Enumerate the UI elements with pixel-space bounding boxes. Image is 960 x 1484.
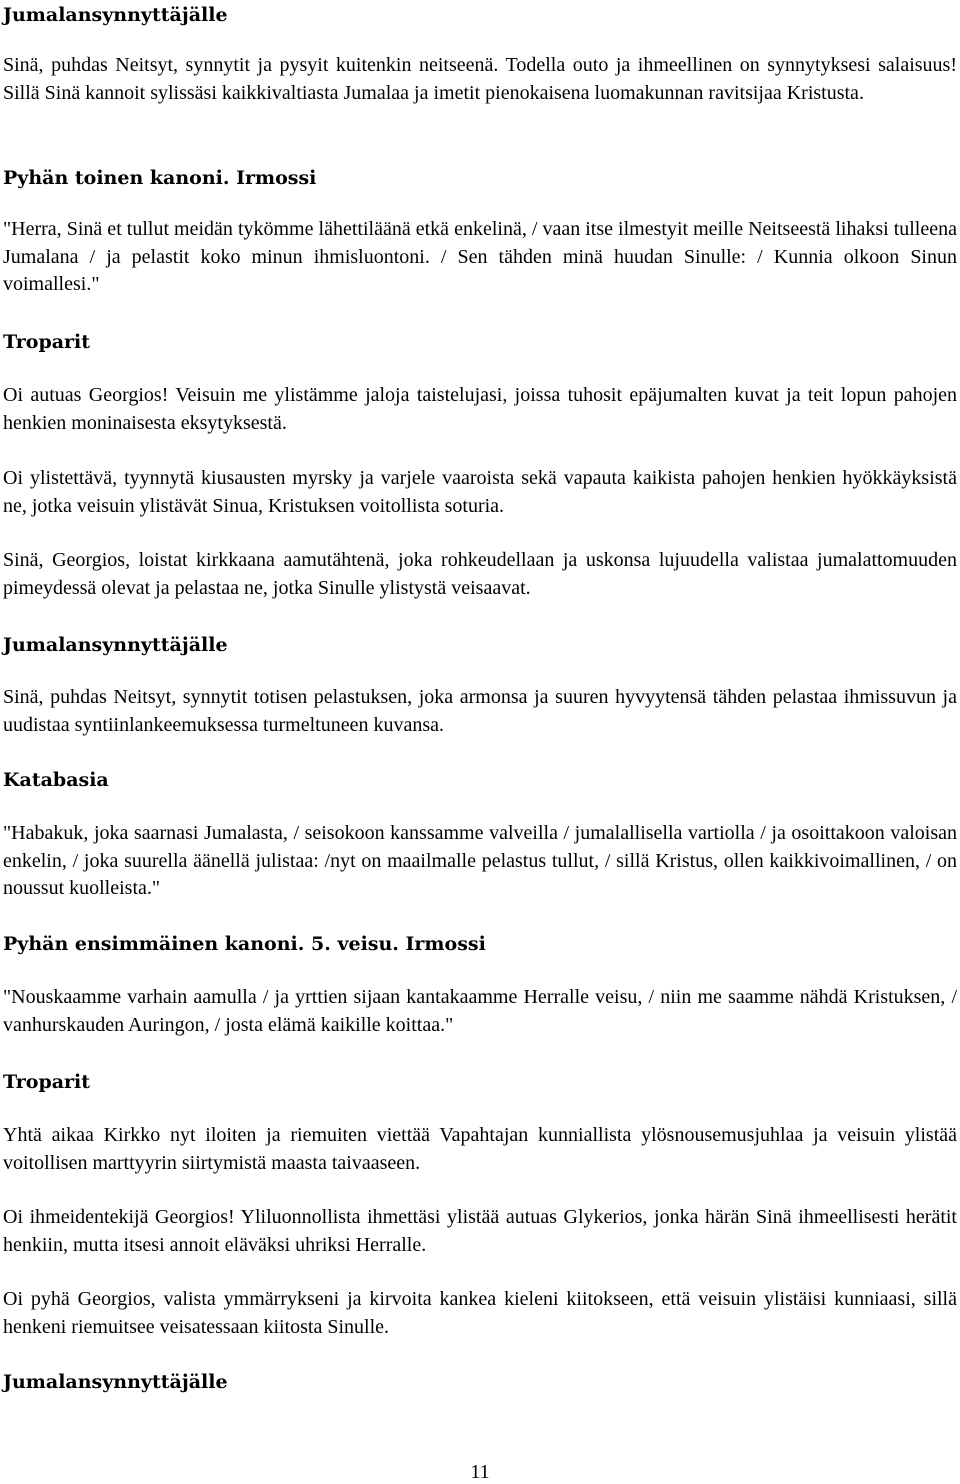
section-heading-theotokion: Jumalansynnyttäjälle <box>3 4 228 26</box>
section-heading-theotokion: Jumalansynnyttäjälle <box>3 1371 228 1393</box>
paragraph: Oi ylistettävä, tyynnytä kiusausten myrsky ja varjele vaaroista sekä vapauta kaikista pahojen henkien hyökkäyksistä ne, jotka veisuin ylistävät Sinua, Kristuksen voitollista soturia. <box>3 467 957 517</box>
section-heading-katavasia: Katabasia <box>3 769 109 791</box>
section-heading-second-canon-irmos: Pyhän toinen kanoni. Irmossi <box>3 167 317 189</box>
paragraph: Sinä, puhdas Neitsyt, synnytit totisen pelastuksen, joka armonsa ja suuren hyvyytensä tähden pelastaa ihmissuvun ja uudistaa syntiinlankeemuksessa turmeltuneen kuvansa. <box>3 686 957 736</box>
paragraph: Oi pyhä Georgios, valista ymmärrykseni ja kirvoita kankea kieleni kiitokseen, että veisuin ylistäisi kunniaasi, sillä henkeni riemuitsee veisatessaan kiitosta Sinulle. <box>3 1288 957 1338</box>
page-number: 11 <box>470 1461 490 1483</box>
section-heading-troparia: Troparit <box>3 331 91 353</box>
paragraph: Oi ihmeidentekijä Georgios! Yliluonnollista ihmettäsi ylistää autuas Glykerios, jonka härän Sinä ihmeellisesti herätit henkiin, mutta itsesi annoit eläväksi uhriksi Herralle. <box>3 1206 957 1256</box>
paragraph: "Habakuk, joka saarnasi Jumalasta, / seisokoon kanssamme valveilla / jumalallisella vartiolla / ja osoittakoon valoisan enkelin, / joka suurella äänellä julistaa: /nyt on maailmalle pelastus tullut, / sillä Kristus, ollen kaikkivoimallinen, / on noussut kuolleista." <box>3 822 957 899</box>
paragraph: Oi autuas Georgios! Veisuin me ylistämme jaloja taistelujasi, joissa tuhosit epäjumalten kuvat ja teit lopun pahojen henkien moninaisesta eksytyksestä. <box>3 384 957 434</box>
paragraph: Sinä, puhdas Neitsyt, synnytit ja pysyit kuitenkin neitseenä. Todella outo ja ihmeellinen on synnytyksesi salaisuus! Sillä Sinä kannoit sylissäsi kaikkivaltiasta Jumalaa ja imetit pienokaisena luomakunnan ravitsijaa Kristusta. <box>3 54 957 104</box>
paragraph: "Nouskaamme varhain aamulla / ja yrttien sijaan kantakaamme Herralle veisu, / niin me saamme nähdä Kristuksen, / vanhurskauden Auringon, / josta elämä kaikille koittaa." <box>3 986 957 1036</box>
paragraph: Sinä, Georgios, loistat kirkkaana aamutähtenä, joka rohkeudellaan ja uskonsa lujuudella valistaa jumalattomuuden pimeydessä olevat ja pelastaa ne, jotka Sinulle ylistystä veisaavat. <box>3 549 957 599</box>
section-heading-first-canon-ode5-irmos: Pyhän ensimmäinen kanoni. 5. veisu. Irmossi <box>3 933 486 955</box>
section-heading-troparia: Troparit <box>3 1071 91 1093</box>
paragraph: Yhtä aikaa Kirkko nyt iloiten ja riemuiten viettää Vapahtajan kunniallista ylösnousemusjuhlaa ja veisuin ylistää voitollisen marttyyrin siirtymistä maasta taivaaseen. <box>3 1124 957 1174</box>
paragraph: "Herra, Sinä et tullut meidän tykömme lähettiläänä etkä enkelinä, / vaan itse ilmestyit meille Neitseestä lihaksi tulleena Jumalana / ja pelastit koko minun ihmisluontoni. / Sen tähden minä huudan Sinulle: / Kunnia olkoon Sinun voimallesi." <box>3 218 957 295</box>
section-heading-theotokion: Jumalansynnyttäjälle <box>3 634 228 656</box>
